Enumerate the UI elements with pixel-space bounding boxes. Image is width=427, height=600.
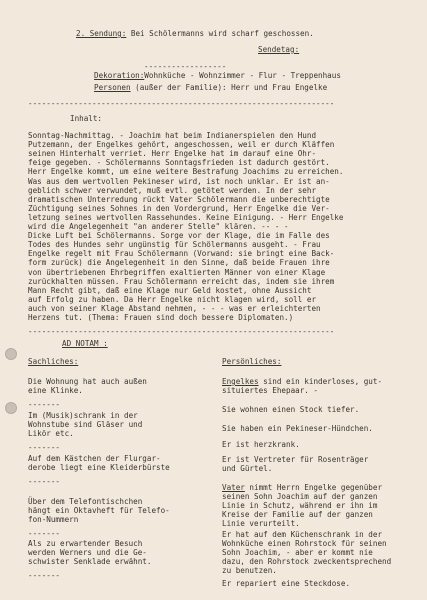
persoenliches-item-line: Er ist Vertreter für Rosenträger	[222, 455, 369, 464]
decoration-value: Wohnküche - Wohnzimmer - Flur - Treppenhaus	[144, 71, 341, 80]
sachliches-heading: Sachliches:	[28, 357, 79, 366]
episode-title: Bei Schölermanns wird scharf geschossen.	[130, 29, 314, 38]
persoenliches-lead-word: Vater	[222, 483, 245, 492]
setting-rule: ------------------	[144, 62, 227, 71]
persoenliches-item-line: dazu, den Rohrstock zweckentsprechend	[222, 557, 392, 567]
sachliches-item-line: fon-Nummern	[28, 515, 79, 525]
sachliches-item-line: werden Werners und die Ge-	[28, 548, 147, 558]
content-line: letzung seines wertvollen Rassehundes. Keine Einigung. - Herr Engelke	[28, 212, 344, 222]
persoenliches-heading: Persönliches:	[222, 357, 282, 366]
content-line: auch von seiner Klage Abstand nehmen, - - - was er erleichterten	[28, 303, 321, 313]
persoenliches-item-line: situiertes Ehepaar. -	[222, 386, 319, 396]
sachliches-item-line: schwister Senklade erwähnt.	[28, 557, 152, 567]
punch-hole-top	[5, 348, 17, 360]
persons-line	[94, 84, 327, 92]
persoenliches-item-line: Er hat auf dem Küchenschrank in der	[222, 530, 383, 539]
sachliches-item-line: Als zu erwartender Besuch	[28, 539, 143, 548]
sachliches-item-line: Die Wohnung hat auch außen	[28, 377, 147, 386]
decoration-label: Dekoration:	[94, 71, 145, 80]
decoration-line	[94, 72, 341, 80]
persons-label: Personen	[94, 83, 131, 92]
content-line: dramatischen Unterredung rückt Vater Schölermann die unberechtigte	[28, 194, 330, 204]
persoenliches-item-line	[222, 484, 382, 492]
item-separator: -------	[28, 571, 61, 581]
content-line: form zurück) die Angelegenheit in den Sinne, daß beide Frauen ihre	[28, 258, 330, 268]
persoenliches-item-line: Sie haben ein Pekineser-Hündchen.	[222, 424, 373, 433]
item-separator: -------	[28, 443, 61, 453]
persoenliches-item-line: und Gürtel.	[222, 464, 273, 474]
sachliches-item-line: eine Klinke.	[28, 386, 83, 396]
content-line: Dicke Luft bei Schölermanns. Sorge vor der Klage, die im Falle des	[28, 231, 330, 241]
persoenliches-item-line: Er ist herzkrank.	[222, 440, 300, 449]
persoenliches-lead-word: Engelkes	[222, 377, 259, 386]
item-separator: -------	[28, 529, 61, 539]
content-line: Putzemann, der Engelkes gehört, angeschossen, weil er durch Kläffen	[28, 140, 335, 150]
sachliches-item-line: derobe liegt eine Kleiderbürste	[28, 463, 170, 473]
content-line: feige gegeben. - Schölermanns Sonntagsfrieden ist dadurch gestört.	[28, 158, 330, 168]
persons-value: (außer der Familie): Herr und Frau Engelke	[130, 83, 328, 92]
episode-label: 2. Sendung:	[76, 29, 127, 38]
item-separator: -------	[28, 400, 61, 410]
sachliches-item-line: Likör etc.	[28, 429, 74, 439]
section-divider-2: -------------------------------------------------------------------	[28, 327, 335, 336]
sachliches-item-line: Im (Musik)schrank in der	[28, 411, 138, 420]
content-line: Herr Engelke kommt, um eine weitere Bestrafung Joachims zu erreichen.	[28, 167, 344, 177]
broadcast-day-label: Sendetag:	[258, 45, 300, 54]
sachliches-item-line: hängt ein Oktavheft für Telefo-	[28, 506, 170, 516]
content-heading: Inhalt:	[70, 114, 103, 123]
persoenliches-item-line: Er repariert eine Steckdose.	[222, 579, 351, 588]
persoenliches-lead-rest: sind ein kinderloses, gut-	[258, 377, 383, 386]
content-line: auf Erfolg zu haben. Da Herr Engelke nicht klagen wird, soll er	[28, 294, 317, 304]
content-line: Züchtigung seines Sohnes in den Vordergrund, Herr Engelke die Ver-	[28, 203, 330, 213]
content-line: Sonntag-Nachmittag. - Joachim hat beim Indianerspielen den Hund	[28, 131, 317, 140]
persoenliches-item-line	[222, 378, 382, 386]
content-line: geblich schwer verwundet, muß evtl. getötet werden. In der sehr	[28, 185, 317, 195]
content-line: seinen Hinterhalt verriet. Herr Engelke hat im darauf eine Ohr-	[28, 149, 317, 159]
persoenliches-item-line: Sohn Joachim, - aber er kommt nie	[222, 548, 373, 558]
content-line: Engelke regelt mit Frau Schölermann (Vorwand: sie bringt eine Back-	[28, 249, 335, 259]
persoenliches-item-line: Wohnküche einen Rohrstock für seinen	[222, 539, 387, 549]
content-line: Mann Recht gibt, daß eine Klage nur Geld kostet, ohne Aussicht	[28, 285, 312, 295]
persoenliches-item-line: Kreise der Familie auf der ganzen	[222, 510, 373, 520]
content-line: Todes des Hundes sehr ungünstig für Schölermanns ausgeht. - Frau	[28, 240, 321, 250]
sachliches-item-line: Wohnstube sind Gläser und	[28, 420, 143, 430]
persoenliches-lead-rest: nimmt Herrn Engelke gegenüber	[244, 483, 383, 492]
content-line: wird die Angelegenheit "an anderer Stelle" klären. -- - -	[28, 222, 289, 231]
content-line: Was aus dem wertvollen Pekineser wird, ist noch unklar. Er ist an-	[28, 176, 330, 186]
persoenliches-item-line: seinen Sohn Joachim auf der ganzen	[222, 492, 378, 502]
section-divider: -------------------------------------------------------------------	[28, 99, 335, 108]
persoenliches-item-line: zu benutzen.	[222, 566, 277, 576]
sachliches-item-line: Über dem Telefontischchen	[28, 497, 143, 506]
ad-notam-heading: AD NOTAM :	[62, 339, 108, 348]
persoenliches-item-line: Linie verurteilt.	[222, 519, 300, 529]
persoenliches-item-line: Sie wohnen einen Stock tiefer.	[222, 405, 360, 414]
content-line: von übertriebenen Ehrbegriffen exaltierten Männer von einer Klage	[28, 267, 326, 277]
persoenliches-item-line: Linie in Schutz, während er ihn im	[222, 501, 378, 511]
content-line: zurückhalten müssen. Frau Schölermann erreicht das, indem sie ihrem	[28, 276, 335, 286]
item-separator: -------	[28, 477, 61, 487]
punch-hole-bottom	[5, 402, 17, 414]
content-line: Herzens tut. (Thema: Frauen sind doch bessere Diplomaten.)	[28, 313, 294, 322]
sachliches-item-line: Auf dem Kästchen der Flurgar-	[28, 454, 161, 463]
episode-header	[76, 30, 314, 38]
